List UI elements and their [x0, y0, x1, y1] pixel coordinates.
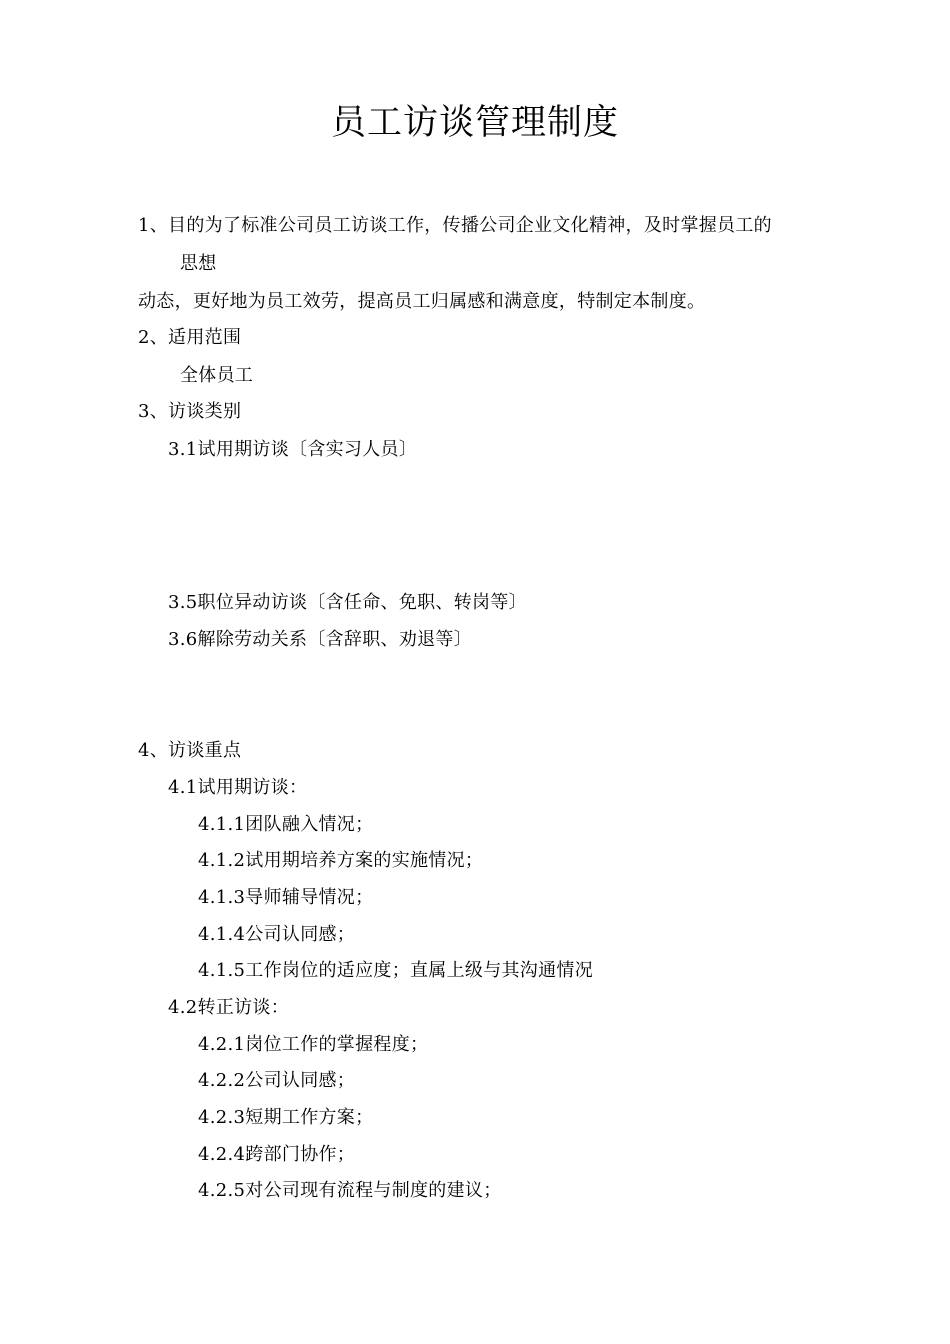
section-4-2-item: 4.2.4跨部门协作；: [198, 1144, 356, 1165]
section-1-purpose-line-2: 思想: [180, 253, 217, 274]
section-4-2-item: 4.2.5对公司现有流程与制度的建议；: [198, 1180, 502, 1201]
section-3-heading: 3、访谈类别: [138, 401, 242, 422]
document-title: 员工访谈管理制度: [330, 103, 619, 143]
section-4-2-item: 4.2.3短期工作方案；: [198, 1107, 374, 1128]
section-3-item-3-1: 3.1试用期访谈〔含实习人员〕: [168, 439, 418, 460]
section-4-1-item: 4.1.2试用期培养方案的实施情况；: [198, 850, 484, 871]
section-2-heading: 2、适用范围: [138, 327, 242, 348]
section-4-1-heading: 4.1试用期访谈：: [168, 777, 308, 798]
section-4-2-item: 4.2.2公司认同感；: [198, 1070, 356, 1091]
section-1-purpose-line-1: 1、目的为了标准公司员工访谈工作，传播公司企业文化精神，及时掌握员工的: [138, 215, 772, 236]
section-4-2-heading: 4.2转正访谈：: [168, 997, 290, 1018]
section-4-heading: 4、访谈重点: [138, 740, 242, 761]
section-4-1-item: 4.1.1团队融入情况；: [198, 814, 374, 835]
section-3-item-3-5: 3.5职位异动访谈〔含任命、免职、转岗等〕: [168, 592, 527, 613]
section-3-item-3-6: 3.6解除劳动关系〔含辞职、劝退等〕: [168, 629, 473, 650]
section-2-body: 全体员工: [180, 365, 254, 386]
section-1-purpose-line-3: 动态，更好地为员工效劳，提高员工归属感和满意度，特制定本制度。: [138, 291, 706, 312]
section-4-1-item: 4.1.3导师辅导情况；: [198, 887, 374, 908]
section-4-1-item: 4.1.4公司认同感；: [198, 924, 356, 945]
section-4-2-item: 4.2.1岗位工作的掌握程度；: [198, 1034, 429, 1055]
section-4-1-item: 4.1.5工作岗位的适应度；直属上级与其沟通情况: [198, 960, 593, 981]
